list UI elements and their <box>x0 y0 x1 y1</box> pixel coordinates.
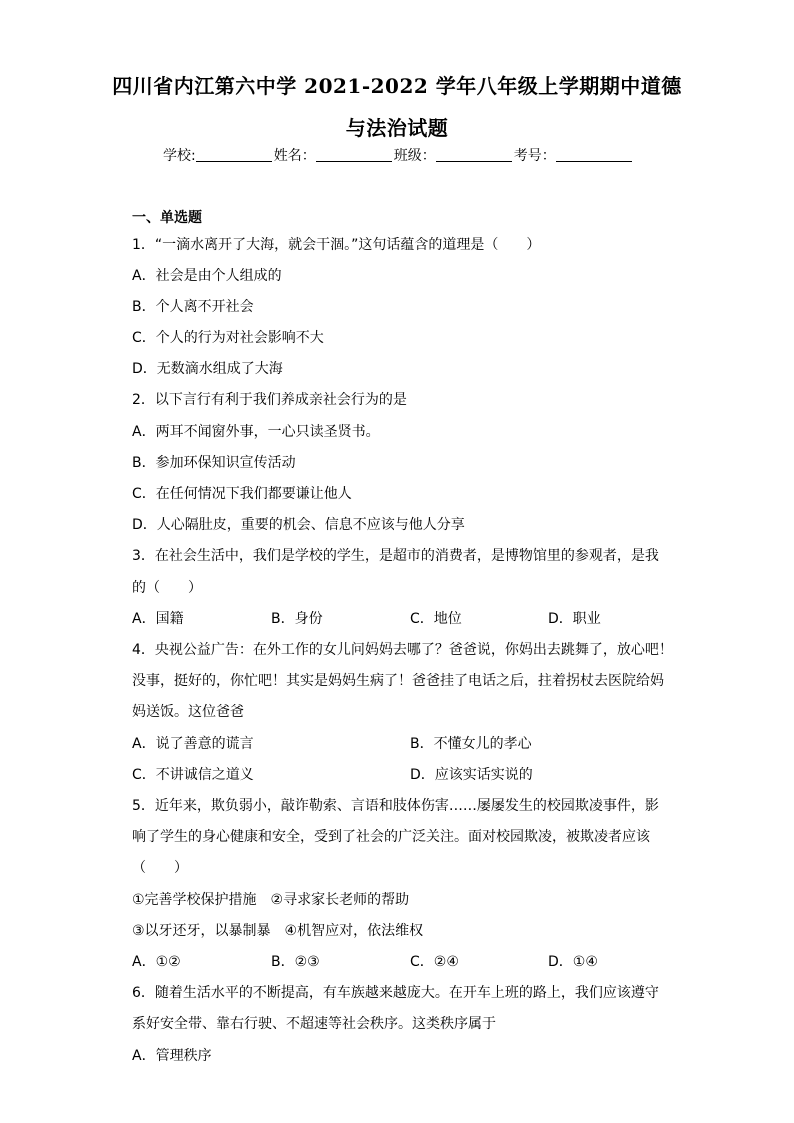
question-4-option-a: A．说了善意的谎言 <box>132 736 254 752</box>
question-1-option-c: C．个人的行为对社会影响不大 <box>132 330 324 346</box>
school-label: 学校: <box>163 148 196 164</box>
exam-title-line-1: 四川省内江第六中学 2021-2022 学年八年级上学期期中道德 <box>112 74 682 98</box>
exam-title-line-2: 与法治试题 <box>345 116 449 140</box>
question-1-option-b: B．个人离不开社会 <box>132 299 254 315</box>
question-4-stem-line-2: 没事，挺好的，你忙吧！其实是妈妈生病了！爸爸挂了电话之后，拄着拐杖去医院给妈 <box>132 673 664 689</box>
question-4-stem-line-1: 4．央视公益广告：在外工作的女儿问妈妈去哪了？爸爸说，你妈出去跳舞了，放心吧！ <box>132 642 673 658</box>
question-3-option-c: C．地位 <box>410 611 462 627</box>
student-info-row <box>163 145 634 165</box>
question-2-option-a: A．两耳不闻窗外事，一心只读圣贤书。 <box>132 424 380 440</box>
exam-no-label: 考号： <box>513 148 556 164</box>
question-1-option-d: D．无数滴水组成了大海 <box>132 361 283 377</box>
question-2-stem: 2．以下言行有利于我们养成亲社会行为的是 <box>132 392 407 408</box>
question-5-option-a: A．①② <box>132 954 181 970</box>
class-label: 班级： <box>393 148 436 164</box>
name-blank[interactable] <box>316 147 392 162</box>
question-6-stem-line-1: 6．随着生活水平的不断提高，有车族越来越庞大。在开车上班的路上，我们应该遵守 <box>132 985 659 1001</box>
question-3-stem-line-1: 3．在社会生活中，我们是学校的学生，是超市的消费者，是博物馆里的参观者，是我 <box>132 548 659 564</box>
question-5-stem-line-1: 5．近年来，欺负弱小，敲诈勒索、言语和肢体伤害……屡屡发生的校园欺凌事件，影 <box>132 798 659 814</box>
section-title: 一、单选题 <box>132 210 202 226</box>
question-5-statements-line-1: ①完善学校保护措施 ②寻求家长老师的帮助 <box>132 892 410 908</box>
class-blank[interactable] <box>436 147 512 162</box>
question-2-option-d: D．人心隔肚皮，重要的机会、信息不应该与他人分享 <box>132 517 465 533</box>
question-4-stem-line-3: 妈送饭。这位爸爸 <box>132 704 244 720</box>
question-5-stem-line-2: 响了学生的身心健康和安全，受到了社会的广泛关注。面对校园欺凌，被欺凌者应该 <box>132 829 650 845</box>
question-3-option-a: A．国籍 <box>132 611 184 627</box>
question-3-option-b: B．身份 <box>271 611 323 627</box>
question-5-option-d: D．①④ <box>548 954 598 970</box>
question-5-stem-line-3: （ ） <box>132 860 188 876</box>
question-1-stem: 1．“一滴水离开了大海，就会干涸。”这句话蕴含的道理是（ ） <box>132 237 541 253</box>
question-4-option-c: C．不讲诚信之道义 <box>132 767 254 783</box>
question-2-option-c: C．在任何情况下我们都要谦让他人 <box>132 486 352 502</box>
question-5-option-b: B．②③ <box>271 954 320 970</box>
question-3-stem-line-2: 的（ ） <box>132 580 202 596</box>
question-2-option-b: B．参加环保知识宣传活动 <box>132 455 296 471</box>
school-blank[interactable] <box>196 147 272 162</box>
question-5-option-c: C．②④ <box>410 954 459 970</box>
question-3-option-d: D．职业 <box>548 611 601 627</box>
question-5-statements-line-2: ③以牙还牙，以暴制暴 ④机智应对，依法维权 <box>132 923 424 939</box>
question-4-option-d: D．应该实话实说的 <box>410 767 533 783</box>
name-label: 姓名： <box>273 148 316 164</box>
exam-no-blank[interactable] <box>556 147 632 162</box>
question-6-stem-line-2: 系好安全带、靠右行驶、不超速等社会秩序。这类秩序属于 <box>132 1016 496 1032</box>
question-4-option-b: B．不懂女儿的孝心 <box>410 736 532 752</box>
question-1-option-a: A．社会是由个人组成的 <box>132 268 282 284</box>
question-6-option-a: A．管理秩序 <box>132 1048 212 1064</box>
